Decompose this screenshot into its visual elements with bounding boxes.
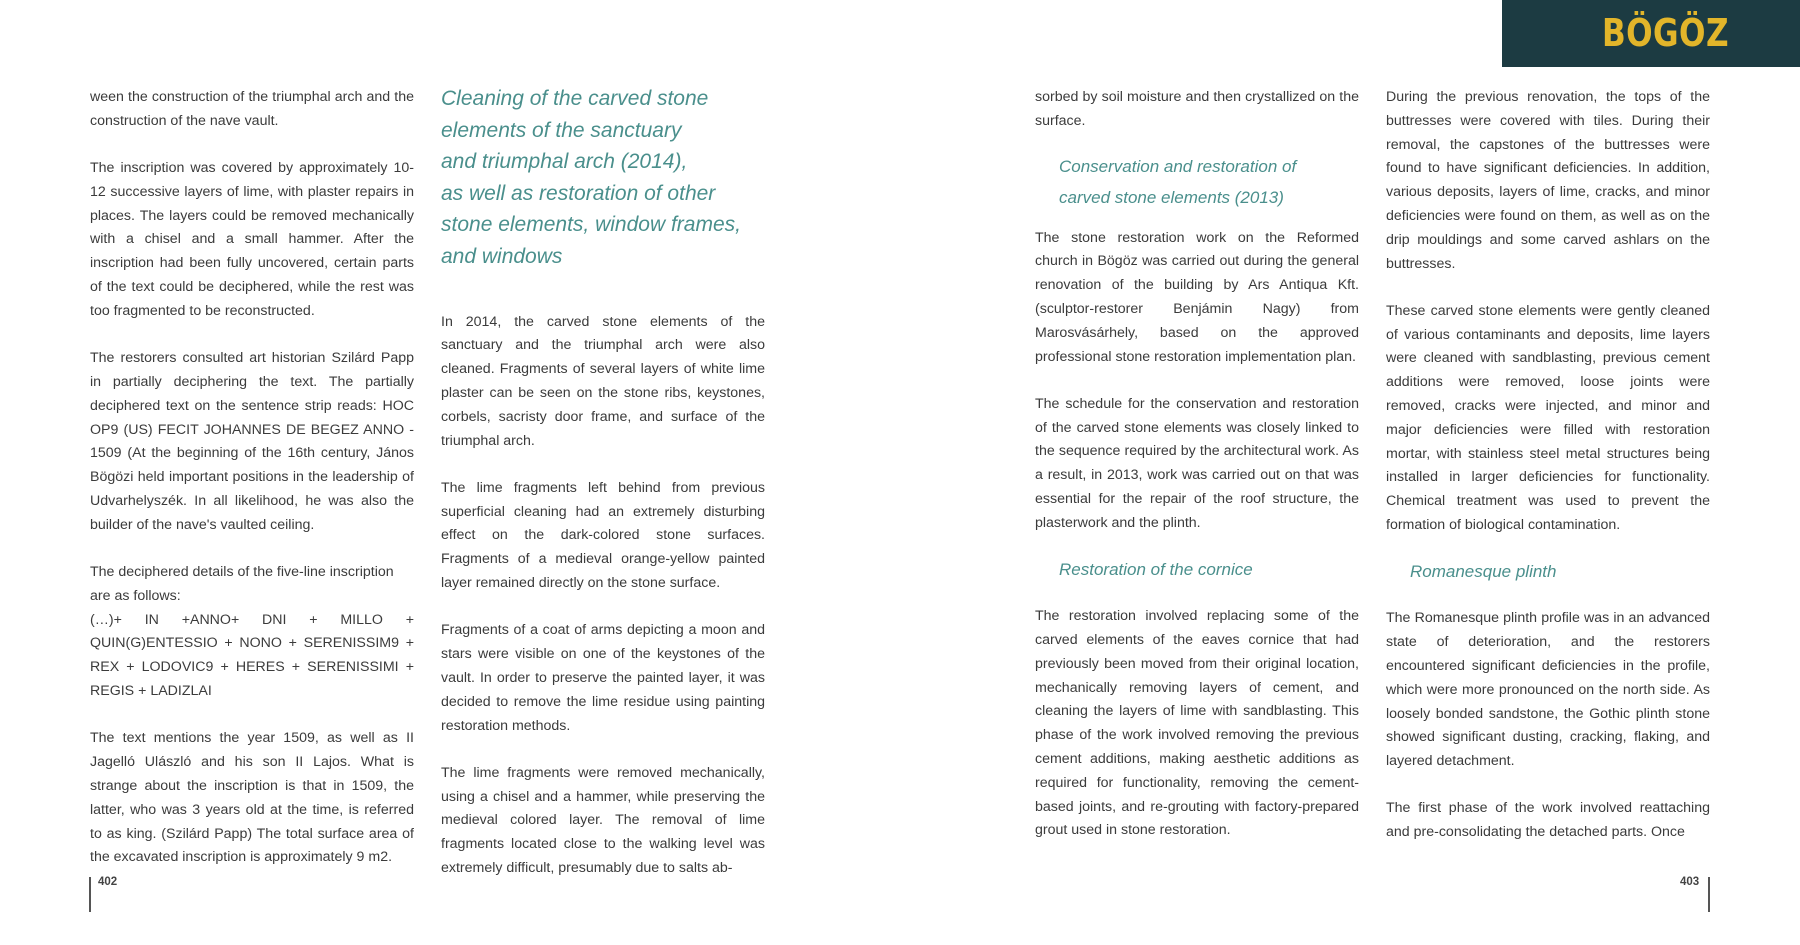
paragraph: ween the construction of the triumphal arch and the construction of the nave vault. (90, 89, 414, 129)
paragraph: The lime fragments left behind from previous superficial cleaning had an extremely disturbing effect on the dark-colored stone surfaces. Fragments of a medieval orange-yellow painted layer remained directly on the stone surface. (441, 479, 765, 592)
page-number-left: 402 (98, 876, 118, 888)
paragraph: The Romanesque plinth profile was in an advanced state of deterioration, and the restorers encountered significant deficiencies in the profile, which were more pronounced on the north side. As loosely bonded sandstone, the Gothic plinth stone showed significant dusting, cracking, flaking, and layered detachment. (1386, 610, 1710, 770)
paragraph: The inscription was covered by approximately 10-12 successive layers of lime, with plaster repairs in places. The layers could be removed mechanically with a chisel and a small hammer. After the inscription had been fully uncovered, certain parts of the text could be deciphered, while the rest was too fragmented to be reconstructed. (90, 160, 414, 319)
right-page-column-1 (1035, 86, 1359, 867)
paragraph: The text mentions the year 1509, as well as II Jagelló Ulászló and his son II Lajos. What is strange about the inscription is that in 1509, the latter, who was 3 years old at the time, is referred to as king. (Szilárd Papp) The total surface area of the excavated inscription is approximately 9 m2. (90, 730, 414, 866)
paragraph: Fragments of a coat of arms depicting a moon and stars were visible on one of the keystones of the vault. In order to preserve the painted layer, it was decided to remove the lime residue using painting restoration methods. (441, 622, 765, 734)
paragraph: The stone restoration work on the Reformed church in Bögöz was carried out during the general renovation of the building by Ars Antiqua Kft. (sculptor-restorer Benjámin Nagy) from Marosvásárhely, based on the approved professional stone restoration implementation plan. (1035, 229, 1359, 365)
page-rule-left (89, 877, 91, 912)
section-heading: Restoration of the cornice (1059, 559, 1253, 579)
paragraph: sorbed by soil moisture and then crystallized on the surface. (1035, 89, 1359, 129)
paragraph: These carved stone elements were gently cleaned of various contaminants and deposits, lime layers were cleaned with sandblasting, previous cement additions were removed, loose joints were removed, cracks were injected, and minor and major deficiencies were filled with restoration mortar, with stainless steel metal structures being installed in larger deficiencies for functionality. Chemical treatment was used to prevent the formation of biological contamination. (1386, 302, 1710, 534)
right-page-column-2 (1386, 86, 1710, 869)
left-page-column-2 (441, 86, 765, 904)
section-heading: Romanesque plinth (1410, 561, 1557, 581)
paragraph: The first phase of the work involved reattaching and pre-consolidating the detached parts. Once (1386, 800, 1710, 841)
paragraph: The deciphered details of the five-line inscription are as follows: (90, 564, 394, 604)
paragraph: The restorers consulted art historian Szilárd Papp in partially deciphering the text. The partially deciphered text on the sentence strip reads: HOC OP9 (US) FECIT JOHANNES DE BEGEZ ANNO - 1509 (At the beginning of the 16th century, János Bögözi held important positions in the leadership of Udvarhelyszék. In all likelihood, he was also the builder of the nave's vaulted ceiling. (90, 350, 414, 533)
inscription-text: (…)+ IN +ANNO+ DNI + MILLO + QUIN(G)ENTESSIO + NONO + SERENISSIM9 + REX + LODOVIC9 + HERES + SERENISSIMI + REGIS + LADIZLAI (90, 611, 414, 700)
page-number-right: 403 (1680, 876, 1700, 888)
paragraph: During the previous renovation, the tops of the buttresses were covered with tiles. During their removal, the capstones of the buttresses were found to have significant deficiencies. In addition, various deposits, layers of lime, cracks, and minor deficiencies were found on them, as well as on the drip mouldings and some carved ashlars on the buttresses. (1386, 89, 1710, 272)
page-rule-right (1708, 877, 1710, 912)
section-heading: Conservation and restoration of carved stone elements (2013) (1059, 156, 1297, 208)
paragraph: In 2014, the carved stone elements of the sanctuary and the triumphal arch were also cleaned. Fragments of several layers of white lime plaster can be seen on the stone ribs, keystones, corbels, sacristy door frame, and surface of the triumphal arch. (441, 313, 765, 449)
left-page-column-1 (90, 86, 414, 894)
paragraph: The restoration involved replacing some of the carved elements of the eaves cornice that had previously been moved from their original location, mechanically removing layers of cement, and cleaning the layers of lime with sandblasting. This phase of the work involved removing the previous cement additions, making aesthetic additions as required for functionality, removing the cement-based joints, and re-grouting with factory-prepared grout used in stone restoration. (1035, 608, 1359, 839)
chapter-title: BÖGÖZ (1602, 11, 1729, 55)
paragraph: The schedule for the conservation and restoration of the carved stone elements was closely linked to the sequence required by the architectural work. As a result, in 2013, work was carried out on that was essential for the repair of the roof structure, the plasterwork and the plinth. (1035, 395, 1359, 531)
chapter-header (1502, 0, 1800, 67)
section-heading: Cleaning of the carved stone elements of the sanctuary and triumphal arch (2014), as well as restoration of other stone elements, window frames, and windows (441, 87, 741, 268)
paragraph: The lime fragments were removed mechanically, using a chisel and a hammer, while preserving the medieval colored layer. The removal of lime fragments located close to the walking level was extremely difficult, presumably due to salts ab- (441, 764, 765, 876)
